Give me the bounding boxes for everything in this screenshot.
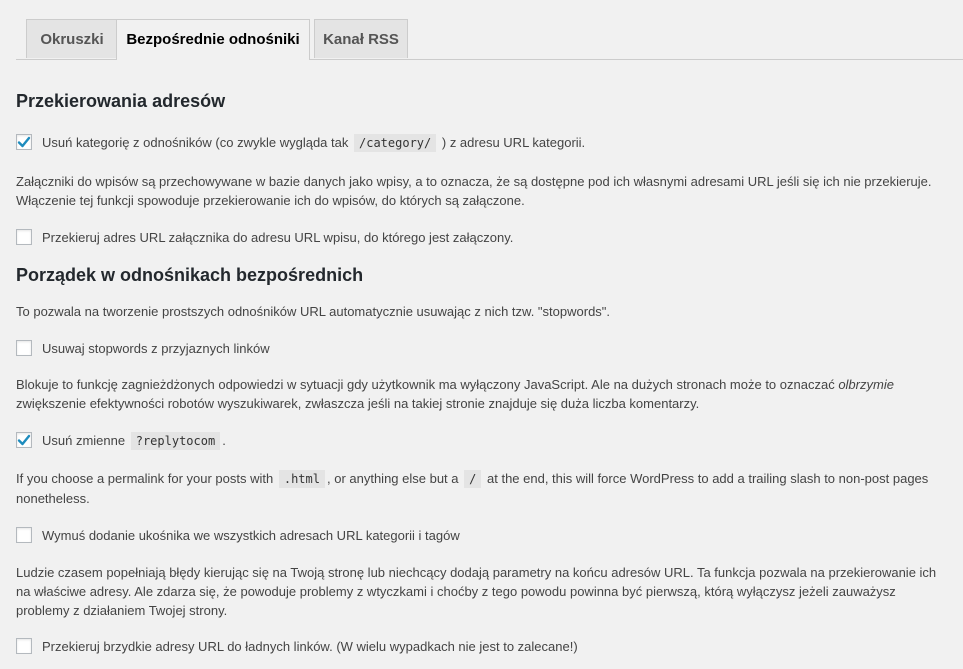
replytocom-code: ?replytocom [131,432,220,450]
replytocom-checkbox[interactable] [16,432,32,448]
ugly-urls-description: Ludzie czasem popełniają błędy kierując się na Twoją stronę lub niechcący dodają parametry na końcu adresów URL. Ta funkcja pozwala na przekierowanie ich na właściwe adresy. Ale zdarza się, że powoduje problemy z wtyczkami i choćby z tego powodu powinna być pierwszą, którą wyłączysz jeżeli zauważysz problemy z działaniem Twojej strony. [16,565,937,618]
stopwords-description: To pozwala na tworzenie prostszych odnośników URL automatycznie usuwając z nich tzw. "stopwords". [16,304,611,319]
option-replytocom [16,431,226,449]
option-redirect-attachment [16,228,513,246]
checkmark-icon [17,135,31,149]
tab-bar [16,19,963,60]
remove-category-checkbox[interactable] [16,134,32,150]
ugly-urls-checkbox[interactable] [16,638,32,654]
emphasis-text: olbrzymie [838,377,894,392]
stopwords-checkbox[interactable] [16,340,32,356]
stopwords-label[interactable]: Usuwaj stopwords z przyjaznych linków [42,340,270,356]
trailing-slash-description: If you choose a permalink for your posts with .html , or anything else but a / at the end, this will force WordPress to add a trailing slash to non-post pages nonetheless. [16,471,929,506]
option-ugly-urls [16,637,578,655]
html-code: .html [279,470,325,488]
tab-breadcrumbs[interactable]: Okruszki [26,19,118,58]
ugly-urls-label[interactable]: Przekieruj brzydkie adresy URL do ładnych linków. (W wielu wypadkach nie jest to zalecane!) [42,638,578,654]
trailing-slash-checkbox[interactable] [16,527,32,543]
option-stopwords [16,339,270,357]
replytocom-label[interactable]: Usuń zmienne ?replytocom . [42,432,226,448]
attachments-description: Załączniki do wpisów są przechowywane w bazie danych jako wpisy, a to oznacza, że są dostępne pod ich własnymi adresami URL jeśli się ich nie przekieruje. Włączenie tej funkcji spowoduje przekierowanie ich do wpisów, do których są załączone. [16,174,932,208]
replytocom-description: Blokuje to funkcję zagnieżdżonych odpowiedzi w sytuacji gdy użytkownik ma wyłączony JavaScript. Ale na dużych stronach może to oznaczać olbrzymie zwiększenie efektywności robotów wyszukiwarek, zwłaszcza jeśli na takiej stronie znajduje się duża liczba komentarzy. [16,377,894,411]
tab-rss[interactable]: Kanał RSS [314,19,408,58]
option-trailing-slash [16,526,460,544]
section-heading-redirects: Przekierowania adresów [16,91,226,111]
slash-code: / [464,470,481,488]
trailing-slash-label[interactable]: Wymuś dodanie ukośnika we wszystkich adresach URL kategorii i tagów [42,527,460,543]
tab-permalinks[interactable]: Bezpośrednie odnośniki [116,19,310,60]
redirect-attachment-label[interactable]: Przekieruj adres URL załącznika do adresu URL wpisu, do którego jest załączony. [42,229,514,245]
section-heading-cleanup: Porządek w odnośnikach bezpośrednich [16,265,364,285]
checkmark-icon [17,433,31,447]
remove-category-label[interactable]: Usuń kategorię z odnośników (co zwykle wygląda tak /category/ ) z adresu URL kategorii. [42,134,586,150]
category-code: /category/ [354,134,436,152]
redirect-attachment-checkbox[interactable] [16,229,32,245]
option-remove-category [16,133,585,151]
